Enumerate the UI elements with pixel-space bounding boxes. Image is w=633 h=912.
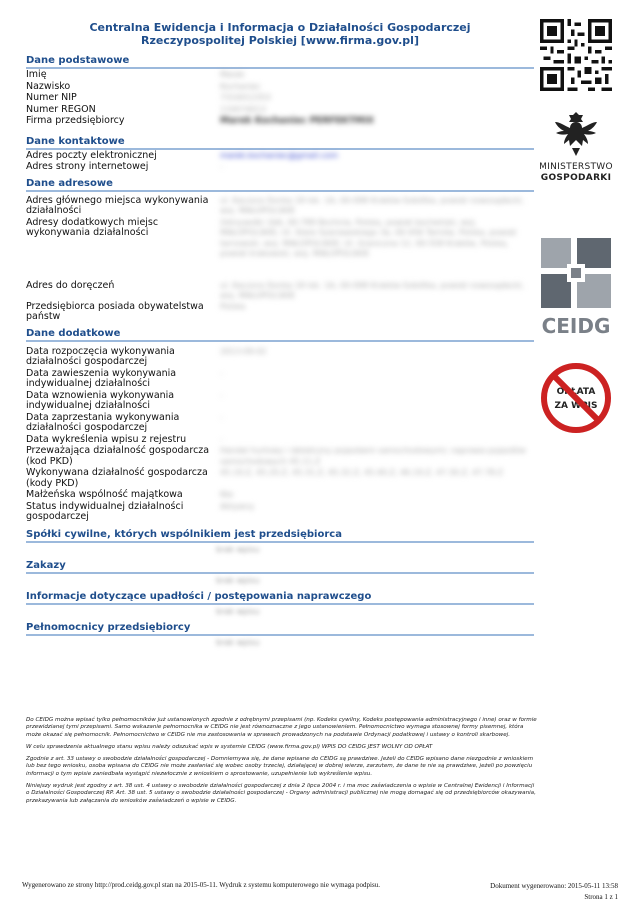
row-value: - (220, 162, 223, 171)
row-value: Polska (220, 301, 246, 311)
row-delivery-address (26, 281, 534, 301)
section-title-bans: Zakazy (26, 560, 534, 574)
disclaimer-paragraph: Do CEIDG można wpisać tylko pełnomocników już ustanowionych zgodnie z odrębnymi przepisami (np. Kodeks cywilny, Kodeks postępowania administracyjnego i inne) oraz w formie przewidzianej tymi przepisami. Samo wskazanie pełnomocnika w CEIDG nie jest równoznaczne z jego ustanowieniem. Pełnomocnictwo wymaga stosownej formy pisemnej, która może okazać się pełnomocnik. Pełnomocnictwo w CEIDG nie ma zastosowania w sprawach prowadzonych na podstawie Ordynacji podatkowej i ustawy o kontroli skarbowej. (26, 717, 537, 738)
row-label: Status indywidualnej działalności gospodarczej (26, 500, 184, 522)
document-body (26, 52, 534, 653)
row-label: Data zaprzestania wykonywania działalności gospodarczej (26, 411, 180, 433)
row-main-pkd (26, 446, 534, 467)
row-label: Numer NIP (26, 92, 77, 103)
ministry-logo-text (533, 162, 619, 184)
section-title-partnerships: Spółki cywilne, których wspólnikiem jest przedsiębiorca (26, 529, 534, 543)
section-title-bankruptcy: Informacje dotyczące upadłości / postępowania naprawczego (26, 591, 534, 605)
footer-generated: Dokument wygenerowano: 2015-05-11 13:58 (490, 882, 618, 890)
row-label: Adres strony internetowej (26, 161, 149, 172)
document-header (26, 21, 534, 47)
row-deletion-date (26, 435, 534, 446)
bankruptcy-value: brak wpisu (216, 606, 260, 616)
bans-value: brak wpisu (216, 575, 260, 585)
row-label: Data rozpoczęcia wykonywania działalności gospodarczej (26, 345, 175, 367)
row-nip (26, 93, 534, 104)
row-email (26, 151, 534, 162)
row-regon (26, 105, 534, 116)
disclaimer-paragraph: Zgodnie z art. 33 ustawy o swobodzie działalności gospodarczej - Domniemywa się, że dane wpisane do CEIDG są prawdziwe. Jeżeli do CEIDG wpisano dane niezgodnie z wnioskiem lub bez tego wniosku, osoba wpisana do CEIDG nie może zasłaniać się wobec osoby trzeciej, działającej w dobrej wierze, zarzutem, że dane te nie są prawdziwe, jeżeli po powzięciu informacji o tym wpisie zaniedbała wystąpić niezwłocznie z wnioskiem o sprostowanie, uzupełnienie lub wykreślenie wpisu. (26, 756, 534, 777)
legal-disclaimer (26, 717, 539, 810)
row-label: Przeważająca działalność gospodarcza (kod PKD) (26, 445, 210, 467)
row-label: Data wznowienia wykonywania indywidualnej działalności (26, 389, 175, 411)
row-label: Małżeńska wspólność majątkowa (26, 489, 183, 500)
row-value: Marek (220, 70, 245, 79)
footer-meta (470, 881, 618, 903)
row-status (26, 502, 534, 523)
row-main-address (26, 196, 534, 217)
row-value: Odrzywołki 16A, 00-789 Bochnia, Polska, powiat bocheński, woj. MAŁOPOLSKIE; Ul. Stare Szaniawskiego 3a, 00-456 Tarnów, Polska, powiat tarnowski, woj. MAŁOPOLSKIE; Ul. Graniczna 12, 00-558 Kraków, Polska, powiat krakowski, woj. MAŁOPOLSKIE (220, 217, 517, 258)
footer-source: Wygenerowano ze strony http://prod.ceidg.gov.pl stan na 2015-05-11. Wydruk z systemu komputerowego nie wymaga podpisu. (22, 881, 380, 889)
row-label: Przedsiębiorca posiada obywatelstwa państw (26, 300, 204, 322)
row-label: Adres do doręczeń (26, 279, 115, 291)
row-value: 110074013 (220, 104, 266, 114)
row-label: Adres głównego miejsca wykonywania działalności (26, 194, 209, 216)
section-title-extra: Dane dodatkowe (26, 328, 534, 342)
row-label: Imię (26, 69, 47, 80)
row-pkd-codes (26, 468, 534, 489)
no-fee-text-2: ZA WPIS (554, 401, 598, 411)
partnerships-value: brak wpisu (216, 544, 260, 554)
row-suspension-date (26, 369, 534, 390)
no-fee-text-1: OPŁATA (556, 387, 596, 397)
footer-page-number: Strona 1 z 1 (584, 893, 618, 901)
row-value: ul. Kaczora Donka 18 lok. 1A, 00-098 Kraków-Sobótka, powiat nowosądecki, woj. MAŁOPOLSKIE (220, 195, 525, 215)
ministry-line-1: MINISTERSTWO (539, 162, 613, 172)
row-label: Data zawieszenia wykonywania indywidualnej działalności (26, 367, 177, 389)
row-start-date (26, 347, 534, 368)
row-label: Firma przedsiębiorcy (26, 115, 125, 126)
row-label: Data wykreślenia wpisu z rejestru (26, 433, 187, 445)
row-citizenship (26, 302, 534, 323)
row-value: ul. Kaczora Donka 18 lok. 1A, 00-098 Kraków-Sobótka, powiat nowosądecki, woj. MAŁOPOLSKIE (220, 280, 525, 300)
row-value: marek.kochaniec@gmail.com (220, 150, 338, 160)
row-value: 2013-09-02 (220, 346, 267, 356)
row-value: Kochaniec (220, 81, 261, 91)
section-title-basic: Dane podstawowe (26, 55, 534, 69)
disclaimer-paragraph: Niniejszy wydruk jest zgodny z art. 38 ust. 4 ustawy o swobodzie działalności gospodarczej z dnia 2 lipca 2004 r. i ma moc zaświadczenia o wpisie w Centralnej Ewidencji i Informacji o Działalności Gospodarczej RP. Art. 38 ust. 5 ustawy o swobodzie działalności gospodarczej - Organy administracji publicznej nie mogą domagać się od przedsiębiorców okazywania, przekazywania lub załączania do wniosków zaświadczeń o wpisie w CEIDG. (26, 783, 536, 804)
section-title-contact: Dane kontaktowe (26, 136, 534, 150)
row-value: 45.19.Z, 45.20.Z, 45.31.Z, 45.32.Z, 45.40.Z, 46.19.Z, 47.30.Z, 47.78.Z (220, 468, 504, 477)
proxies-value: brak wpisu (216, 637, 260, 647)
row-label: Adres poczty elektronicznej (26, 149, 157, 161)
ministry-line-2: GOSPODARKI (540, 173, 612, 183)
row-marital-property (26, 490, 534, 501)
row-value: - (220, 412, 223, 422)
row-company-name (26, 116, 534, 127)
ceidg-logo-icon (541, 238, 611, 308)
row-value: - (220, 368, 223, 378)
row-value: - (220, 434, 223, 444)
row-value: 7310012353 (220, 93, 271, 102)
section-title-address: Dane adresowe (26, 178, 534, 192)
row-first-name (26, 70, 534, 81)
row-additional-addresses (26, 218, 534, 280)
no-fee-sign-icon (540, 362, 612, 434)
row-label: Adresy dodatkowych miejsc wykonywania działalności (26, 216, 159, 238)
header-line-1: Centralna Ewidencja i Informacja o Działalności Gospodarczej (89, 21, 471, 34)
row-termination-date (26, 413, 534, 434)
row-value: Marek Kochaniec PERFEKTMIX (220, 116, 374, 126)
ceidg-logo-text: CEIDG (541, 314, 611, 338)
polish-eagle-icon (553, 108, 599, 158)
row-label: Numer REGON (26, 103, 96, 115)
row-value: Handel hurtowy i detaliczny pojazdami samochodowymi; naprawa pojazdów samochodowych 45.11.Z (220, 446, 526, 466)
row-value: - (220, 390, 223, 400)
row-website (26, 162, 534, 173)
row-last-name (26, 82, 534, 93)
row-label: Nazwisko (26, 80, 71, 92)
disclaimer-paragraph: W celu sprawdzenia aktualnego stanu wpisu należy odszukać wpis w systemie CEIDG (www.firma.gov.pl) WPIS DO CEIDG JEST WOLNY OD OPŁAT (26, 743, 433, 750)
row-value: Aktywny (220, 501, 255, 511)
row-value: Nie (220, 490, 234, 499)
section-title-proxies: Pełnomocnicy przedsiębiorcy (26, 622, 534, 636)
row-resumption-date (26, 391, 534, 412)
qr-code-icon (540, 19, 612, 91)
header-line-2: Rzeczypospolitej Polskiej [www.firma.gov.pl] (141, 34, 419, 47)
row-label: Wykonywana działalność gospodarcza (kody PKD) (26, 467, 208, 489)
